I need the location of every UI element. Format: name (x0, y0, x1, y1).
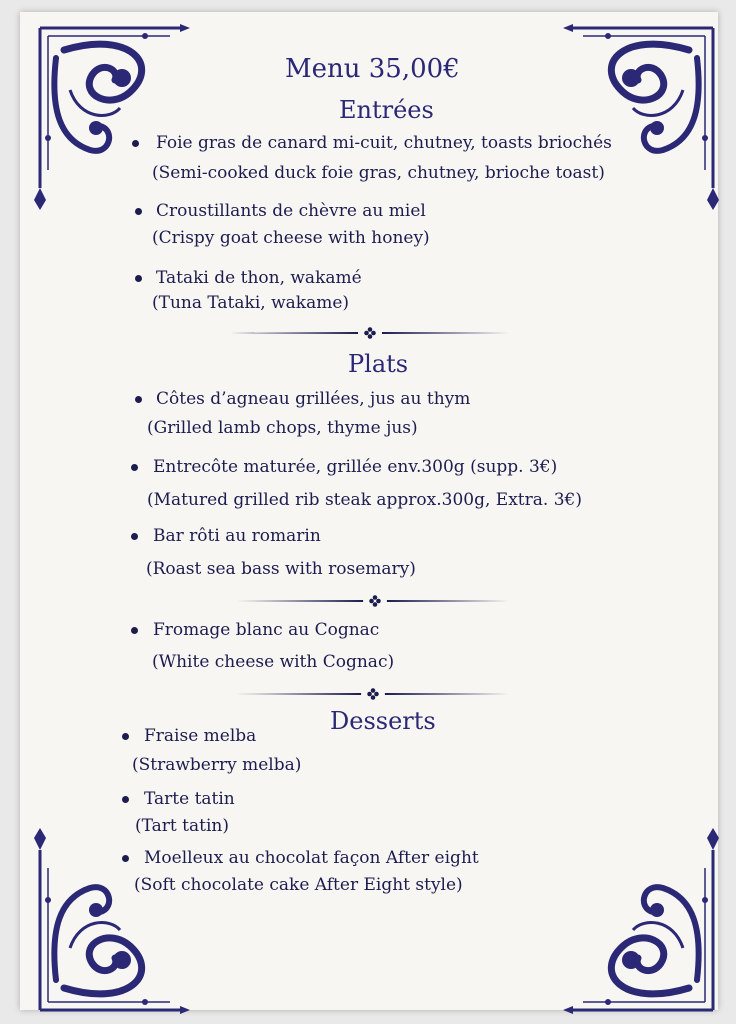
menu-title: Menu 35,00€ (285, 54, 460, 84)
section-divider (236, 595, 514, 607)
bullet (132, 140, 139, 147)
menu-item-translation: (Soft chocolate cake After Eight style) (134, 875, 463, 895)
menu-item-translation: (Matured grilled rib steak approx.300g, Extra. 3€) (147, 490, 582, 510)
menu-item-name: Fraise melba (144, 726, 257, 746)
menu-item-name: Croustillants de chèvre au miel (156, 201, 426, 221)
bullet (135, 208, 142, 215)
menu-item-name: Moelleux au chocolat façon After eight (144, 848, 479, 868)
fleuron-icon (230, 327, 510, 339)
menu-item-translation: (Strawberry melba) (132, 755, 302, 775)
bullet (131, 464, 138, 471)
fleuron-icon (234, 688, 512, 700)
bullet (135, 396, 142, 403)
section-heading-entrees: Entrées (339, 96, 434, 124)
flourish-icon (563, 828, 733, 1018)
menu-item-translation: (Semi-cooked duck foie gras, chutney, brioche toast) (152, 163, 605, 183)
bullet (131, 627, 138, 634)
bullet (122, 796, 129, 803)
section-heading-plats: Plats (348, 350, 409, 378)
menu-item-name: Fromage blanc au Cognac (153, 620, 380, 640)
menu-item-name: Bar rôti au romarin (153, 526, 321, 546)
menu-item-name: Tataki de thon, wakamé (156, 268, 362, 288)
bullet (122, 733, 129, 740)
menu-item-translation: (White cheese with Cognac) (152, 652, 395, 672)
menu-item-translation: (Tuna Tataki, wakame) (152, 293, 350, 313)
menu-item-name: Côtes d’agneau grillées, jus au thym (156, 389, 471, 409)
fleuron-icon (236, 595, 514, 607)
menu-item-name: Foie gras de canard mi-cuit, chutney, toasts briochés (156, 133, 612, 153)
bullet (131, 533, 138, 540)
menu-item-translation: (Roast sea bass with rosemary) (146, 559, 416, 579)
ornament-corner-bottom-right (563, 828, 733, 1018)
section-divider (234, 688, 512, 700)
menu-item-name: Entrecôte maturée, grillée env.300g (supp. 3€) (153, 457, 558, 477)
menu-item-translation: (Grilled lamb chops, thyme jus) (147, 418, 418, 438)
section-heading-desserts: Desserts (330, 707, 436, 735)
section-divider (230, 327, 510, 339)
bullet (135, 275, 142, 282)
menu-item-translation: (Crispy goat cheese with honey) (152, 228, 430, 248)
menu-item-translation: (Tart tatin) (135, 816, 229, 836)
bullet (122, 855, 129, 862)
menu-item-name: Tarte tatin (144, 789, 235, 809)
